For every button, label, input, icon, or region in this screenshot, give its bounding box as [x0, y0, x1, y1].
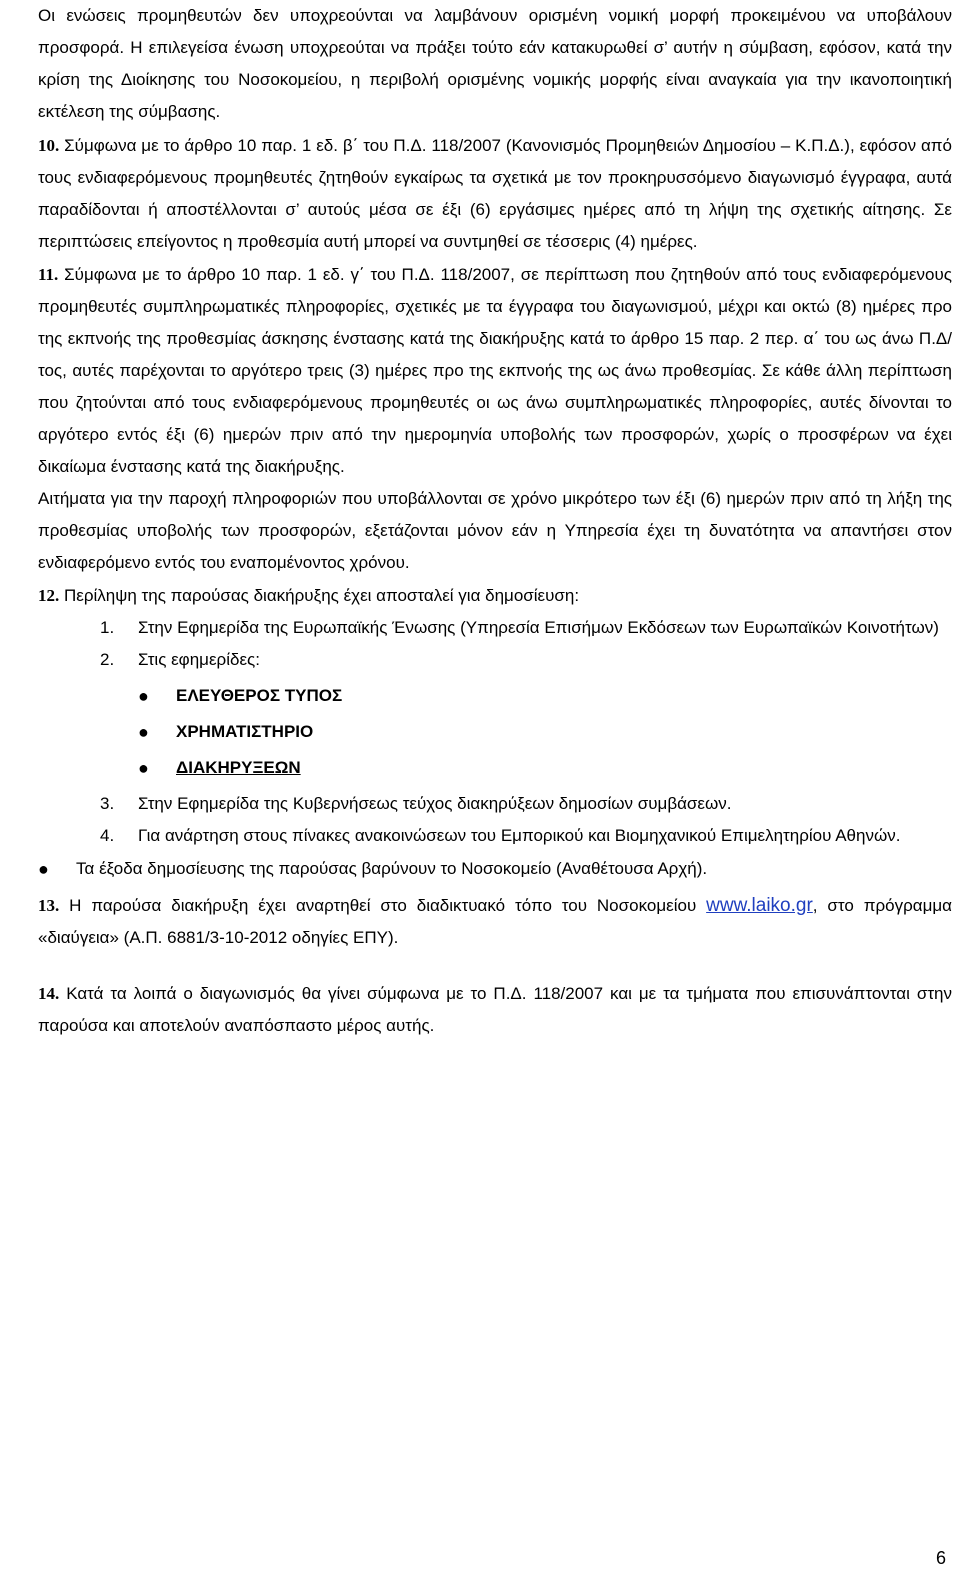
- list-item-text: Για ανάρτηση στους πίνακες ανακοινώσεων του Εμπορικού και Βιομηχανικού Επιμελητηρίου Αθηνών.: [138, 826, 901, 845]
- section-10: [38, 130, 952, 258]
- section-12-number: 12.: [38, 586, 60, 605]
- section-11-text: Σύμφωνα με το άρθρο 10 παρ. 1 εδ. γ΄ του Π.Δ. 118/2007, σε περίπτωση που ζητηθούν από τους ενδιαφερόμενους προμηθευτές συμπληρωματικές πληροφορίες, σχετικές με τα έγγραφα του διαγωνισμού, μέχρι και οκτώ (8) ημέρες προ της εκπνοής της προθεσμίας άσκησης ένστασης κατά της διακήρυξης κατά το άρθρο 15 παρ. 2 περ. α΄ του ως άνω Π.Δ/τος, αυτές παρέχονται το αργότερο τρεις (3) ημέρες προ της εκπνοής της ως άνω προθεσμίας. Σε κάθε άλλη περίπτωση που ζητούνται από τους ενδιαφερόμενους προμηθευτές οι ως άνω συμπληρωματικές πληροφορίες, αυτές δίνονται το αργότερο εντός έξι (6) ημερών πριν από την ημερομηνία υποβολής των προσφορών, χωρίς ο προσφέρων να έχει δικαίωμα ένστασης κατά της διακήρυξης.: [38, 265, 952, 476]
- section-13-number: 13.: [38, 896, 60, 915]
- section-13-text-a: Η παρούσα διακήρυξη έχει αναρτηθεί στο διαδικτυακό τόπο του Νοσοκομείου: [69, 896, 707, 915]
- list-item: [100, 788, 952, 820]
- section-11-paragraph-2: Αιτήματα για την παροχή πληροφοριών που υποβάλλονται σε χρόνο μικρότερο των έξι (6) ημερών πριν από τη λήξη της προθεσμίας υποβολής των προσφορών, εξετάζονται μόνον εάν η Υπηρεσία έχει τη δυνατότητα να απαντήσει στον ενδιαφερόμενο εντός του εναπομένοντος χρόνου.: [38, 489, 952, 572]
- newspaper-name: ΔΙΑΚΗΡΥΞΕΩΝ: [176, 758, 301, 777]
- newspaper-item: [138, 750, 952, 786]
- newspaper-name: ΕΛΕΥΘΕΡΟΣ ΤΥΠΟΣ: [176, 686, 343, 705]
- section-13: [38, 890, 952, 954]
- bullet-icon: ●: [138, 722, 149, 742]
- cost-note-text: Τα έξοδα δημοσίευσης της παρούσας βαρύνουν το Νοσοκομείο (Αναθέτουσα Αρχή).: [76, 859, 708, 878]
- page-number: 6: [935, 1548, 946, 1568]
- newspaper-item: [138, 678, 952, 714]
- section-14-text: Κατά τα λοιπά ο διαγωνισμός θα γίνει σύμφωνα με το Π.Δ. 118/2007 και με τα τμήματα που επισυνάπτονται στην παρούσα και αποτελούν αναπόσπαστο μέρος αυτής.: [38, 984, 952, 1035]
- list-item-text: Στις εφημερίδες:: [138, 650, 260, 669]
- bullet-icon: ●: [38, 859, 49, 879]
- publication-list: [100, 612, 952, 852]
- hospital-website-link[interactable]: www.laiko.gr: [706, 895, 813, 916]
- section-12-text: Περίληψη της παρούσας διακήρυξης έχει αποσταλεί για δημοσίευση:: [63, 586, 580, 605]
- list-item-text: Στην Εφημερίδα της Ευρωπαϊκής Ένωσης (Υπηρεσία Επισήμων Εκδόσεων των Ευρωπαϊκών Κοινοτήτων): [138, 618, 939, 637]
- section-11-number: 11.: [38, 265, 59, 284]
- newspaper-name: ΧΡΗΜΑΤΙΣΤΗΡΙΟ: [176, 722, 314, 741]
- list-item: [100, 820, 952, 852]
- bullet-icon: ●: [138, 686, 149, 706]
- intro-paragraph: Οι ενώσεις προμηθευτών δεν υποχρεούνται να λαμβάνουν ορισμένη νομική μορφή προκειμένου να υποβάλουν προσφορά. Η επιλεγείσα ένωση υποχρεούται να πράξει τούτο εάν κατακυρωθεί σ’ αυτήν η σύμβαση, εφόσον, κατά την κρίση της Διοίκησης του Νοσοκομείου, η περιβολή ορισμένης νομικής μορφής είναι αναγκαία για την ικανοποιητική εκτέλεση της σύμβασης.: [38, 6, 952, 121]
- list-item: [100, 612, 952, 644]
- list-item-number: 3.: [100, 794, 115, 813]
- section-13-text-b: , στο πρόγραμμα «διαύγεια» (Α.Π. 6881/3-10-2012 οδηγίες ΕΠΥ).: [38, 896, 952, 947]
- list-item: [100, 644, 952, 676]
- bullet-icon: ●: [138, 758, 149, 778]
- section-12: [38, 580, 952, 612]
- newspaper-list: [138, 676, 952, 788]
- cost-note: [38, 852, 952, 886]
- section-14-number: 14.: [38, 984, 60, 1003]
- list-item-number: 2.: [100, 650, 115, 669]
- list-item-number: 4.: [100, 826, 115, 845]
- newspaper-item: [138, 714, 952, 750]
- document-page: [38, 0, 952, 1042]
- section-14: [38, 978, 952, 1042]
- list-item-text: Στην Εφημερίδα της Κυβερνήσεως τεύχος διακηρύξεων δημοσίων συμβάσεων.: [138, 794, 732, 813]
- section-11: [38, 259, 952, 483]
- list-item-number: 1.: [100, 618, 115, 637]
- section-10-text: Σύμφωνα με το άρθρο 10 παρ. 1 εδ. β΄ του Π.Δ. 118/2007 (Κανονισμός Προμηθειών Δημοσίου – Κ.Π.Δ.), εφόσον από τους ενδιαφερόμενους προμηθευτές ζητηθούν εγκαίρως τα σχετικά με τον προκηρυσσόμενο διαγωνισμό έγγραφα, αυτά παραδίδονται ή αποστέλλονται σ’ αυτούς μέσα σε έξι (6) εργάσιμες ημέρες από τη λήψη της σχετικής αίτησης. Σε περιπτώσεις επείγοντος η προθεσμία αυτή μπορεί να συντμηθεί σε τέσσερις (4) ημέρες.: [38, 136, 952, 251]
- section-10-number: 10.: [38, 136, 60, 155]
